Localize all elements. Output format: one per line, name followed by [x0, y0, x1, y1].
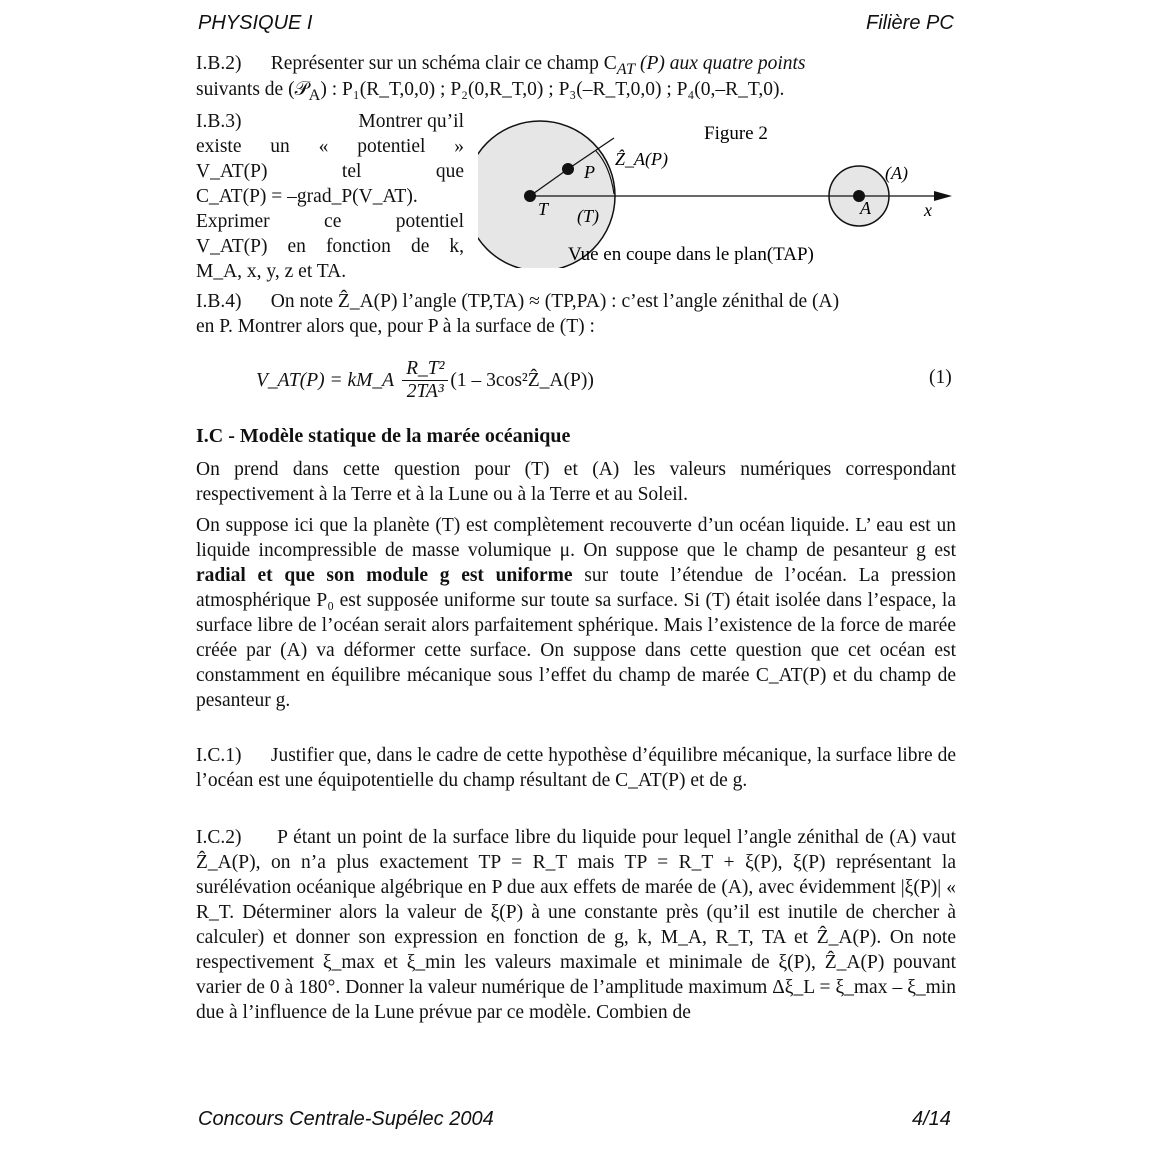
q-IC1-text: Justifier que, dans le cadre de cette hypothèse d’équilibre mécanique, la surface libre de l’océan est une équipotentielle du champ résultant de C_AT(P) et de g.: [196, 745, 956, 791]
equation-1: [256, 358, 594, 403]
q-IB4-line2: en P. Montrer alors que, pour P à la surface de (T) :: [196, 316, 595, 337]
equation-fraction: [402, 358, 448, 403]
paragraph-2-bold: radial et que son module g est uniforme: [196, 565, 573, 586]
figure-2: [478, 118, 958, 268]
paragraph-1: On prend dans cette question pour (T) et (A) les valeurs numériques correspondant respectivement à la Terre et à la Lune ou à la Terre et au Soleil.: [196, 459, 956, 505]
equation-rhs: (1 – 3cos²Ẑ_A(P)): [450, 369, 594, 391]
q-IC1-label: I.C.1): [196, 745, 242, 766]
label-T-paren: (T): [577, 206, 599, 226]
paragraph-2-a: On suppose ici que la planète (T) est complètement recouverte d’un océan liquide. L’ eau est un liquide incompressible de masse volumique μ. On suppose que le champ de pesanteur g est: [196, 515, 956, 561]
q-IB2-text3: suivants de (𝒫: [196, 79, 309, 100]
label-x: x: [924, 200, 932, 220]
q-IB3-line: V_AT(P) tel que: [196, 161, 464, 182]
figure-title: Figure 2: [704, 123, 768, 144]
equation-lhs: V_AT(P) = kM_A: [256, 369, 395, 391]
point-P: [562, 163, 574, 175]
q-IB2-line1: [196, 53, 806, 79]
q-IB2-label: I.B.2): [196, 53, 242, 74]
footer-left: Concours Centrale-Supélec 2004: [198, 1108, 494, 1130]
q-IC2-label: I.C.2): [196, 827, 242, 848]
label-A: A: [860, 198, 871, 218]
equation-number: (1): [929, 367, 952, 388]
q-IC2-text: P étant un point de la surface libre du liquide pour lequel l’angle zénithal de (A) vaut Ẑ_A(P), on n’a plus exactement TP = R_T mais TP = R_T + ξ(P), ξ(P) représentant la surélévation océanique algébrique en P due aux effets de marée de (A), avec évidemment |ξ(P)| « R_T. Déterminer alors la valeur de ξ(P) à une constante près (qu’il est inutile de chercher à calculer) et donner son expression en fonction de g, k, M_A, R_T, TA et Ẑ_A(P). On note respectivement ξ_max et ξ_min les valeurs maximale et minimale de ξ(P), Ẑ_A(P) pouvant varier de 0 à 180°. Donner la valeur numérique de l’amplitude maximum Δξ_L = ξ_max – ξ_min due à l’influence de la Lune prévue par ce modèle. Combien de: [196, 827, 956, 1023]
q-IB4-line1: [196, 291, 839, 313]
q-IB2-text4: ) : P₁(R_T,0,0) ; P₂(0,R_T,0) ; P₃(–R_T,0,0) ; P₄(0,–R_T,0).: [320, 79, 785, 100]
q-IB2-text1: Représenter sur un schéma clair ce champ C: [270, 53, 617, 74]
q-IB3-line: C_AT(P) = –grad_P(V_AT).: [196, 186, 418, 207]
q-IB4-text1: On note Ẑ_A(P) l’angle (TP,TA) ≈ (TP,PA) : c’est l’angle zénithal de (A): [270, 291, 840, 312]
label-A-paren: (A): [885, 163, 908, 183]
q-IB3-row1: [196, 109, 464, 134]
footer-right: 4/14: [912, 1108, 951, 1130]
q-IB2-line2: [196, 78, 784, 105]
point-T: [524, 190, 536, 202]
q-IB2-sub3: A: [308, 85, 321, 104]
q-IB3-block: [196, 109, 464, 284]
header-right: Filière PC: [866, 12, 954, 34]
equation-numerator: R_T²: [402, 358, 448, 381]
q-IB3-line: Montrer qu’il: [358, 111, 464, 132]
q-IB2-text2: (P) aux quatre points: [639, 53, 806, 74]
section-IC-title: I.C - Modèle statique de la marée océanique: [196, 425, 571, 447]
label-T: T: [538, 199, 549, 219]
figure-caption: Vue en coupe dans le plan(TAP): [568, 244, 814, 265]
equation-denominator: 2TA³: [406, 381, 444, 402]
label-Z: Ẑ_A(P): [615, 149, 668, 169]
paragraph-2-b: sur toute l’étendue de l’océan. La pression atmosphérique P₀ est supposée uniforme sur toute sa surface. Si (T) était isolée dans l’espace, la surface libre de l’océan serait alors parfaitement sphérique. Mais l’existence de la force de marée créée par (A) va déformer cette surface. On suppose dans cette question que cet océan est constamment en équilibre mécanique sous l’effet du champ de marée C_AT(P) et du champ de pesanteur g.: [196, 565, 956, 711]
q-IC2: [196, 825, 956, 1025]
q-IB2-sub1: AT: [616, 59, 636, 78]
q-IB3-line: V_AT(P) en fonction de k,: [196, 236, 464, 257]
q-IB3-line: Exprimer ce potentiel: [196, 211, 464, 232]
q-IB4-label: I.B.4): [196, 291, 242, 312]
label-P: P: [584, 162, 595, 182]
header-left: PHYSIQUE I: [198, 12, 313, 34]
q-IB3-line: M_A, x, y, z et TA.: [196, 261, 347, 282]
x-axis-arrowhead: [934, 191, 952, 201]
q-IB3-line: existe un « potentiel »: [196, 136, 464, 157]
q-IB3-label: I.B.3): [196, 111, 242, 132]
paragraph-2: [196, 513, 956, 713]
q-IC1: [196, 743, 956, 793]
